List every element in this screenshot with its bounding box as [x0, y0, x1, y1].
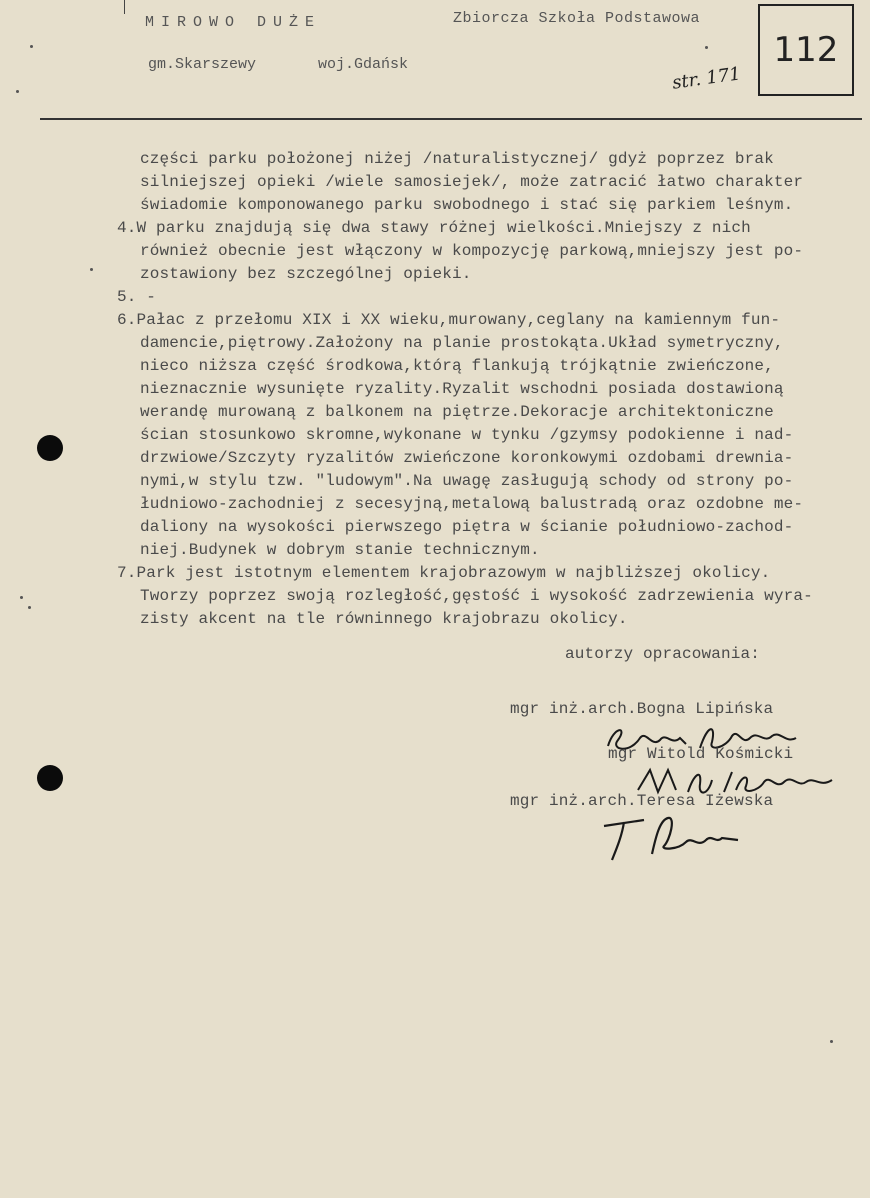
village-name: MIROWO DUŻE: [145, 14, 322, 31]
body-line: nieznacznie wysunięte ryzality.Ryzalit wschodni posiada dostawioną: [140, 380, 784, 398]
paper-speck: [705, 46, 708, 49]
handwritten-page-note: str. 171: [670, 63, 743, 94]
author-name: mgr Witold Kośmicki: [608, 745, 794, 763]
body-line: daliony na wysokości pierwszego piętra w ścianie południowo-zachod-: [140, 518, 794, 536]
signature-izewska: [598, 810, 758, 866]
paper-speck: [20, 596, 23, 599]
body-line: 6.Pałac z przełomu XIX i XX wieku,murowany,ceglany na kamiennym fun-: [117, 311, 781, 329]
body-line: 7.Park jest istotnym elementem krajobrazowym w najbliższej okolicy.: [117, 564, 771, 582]
paper-speck: [830, 1040, 833, 1043]
binder-hole: [37, 765, 63, 791]
body-line: zisty akcent na tle równinnego krajobrazu okolicy.: [140, 610, 628, 628]
body-line: niej.Budynek w dobrym stanie technicznym.: [140, 541, 540, 559]
body-line: również obecnie jest włączony w kompozycję parkową,mniejszy jest po-: [140, 242, 804, 260]
body-line: Tworzy poprzez swoją rozległość,gęstość i wysokość zadrzewienia wyra-: [140, 587, 813, 605]
page-number-box: [758, 4, 854, 96]
edge-mark: [124, 0, 125, 14]
body-line: nymi,w stylu tzw. "ludowym".Na uwagę zasługują schody od strony po-: [140, 472, 794, 490]
body-line: ścian stosunkowo skromne,wykonane w tynku /gzymsy podokienne i nad-: [140, 426, 794, 444]
school-name: Zbiorcza Szkoła Podstawowa: [453, 10, 701, 27]
body-line: silniejszej opieki /wiele samosiejek/, może zatracić łatwo charakter: [140, 173, 804, 191]
body-line: 4.W parku znajdują się dwa stawy różnej wielkości.Mniejszy z nich: [117, 219, 751, 237]
header-rule: [40, 118, 862, 120]
paper-speck: [28, 606, 31, 609]
paper-speck: [16, 90, 19, 93]
authors-heading: autorzy opracowania:: [565, 645, 761, 663]
province-name: woj.Gdańsk: [318, 56, 409, 73]
body-line: drzwiowe/Szczyty ryzalitów zwieńczone koronkowymi ozdobami drewnia-: [140, 449, 794, 467]
author-name: mgr inż.arch.Bogna Lipińska: [510, 700, 774, 718]
body-line: werandę murowaną z balkonem na piętrze.Dekoracje architektoniczne: [140, 403, 774, 421]
body-line: damencie,piętrowy.Założony na planie prostokąta.Układ symetryczny,: [140, 334, 784, 352]
paper-speck: [90, 268, 93, 271]
commune-name: gm.Skarszewy: [148, 56, 257, 73]
body-line: części parku położonej niżej /naturalistycznej/ gdyż poprzez brak: [140, 150, 774, 168]
binder-hole: [37, 435, 63, 461]
page-number: 112: [773, 30, 839, 70]
body-line: zostawiony bez szczególnej opieki.: [140, 265, 472, 283]
body-line: 5. -: [117, 288, 157, 306]
body-line: łudniowo-zachodniej z secesyjną,metalową balustradą oraz ozdobne me-: [140, 495, 804, 513]
author-name: mgr inż.arch.Teresa Iżewska: [510, 792, 774, 810]
paper-speck: [30, 45, 33, 48]
body-line: nieco niższa część środkowa,którą flankują trójkątnie zwieńczone,: [140, 357, 774, 375]
body-line: świadomie komponowanego parku swobodnego i stać się parkiem leśnym.: [140, 196, 794, 214]
